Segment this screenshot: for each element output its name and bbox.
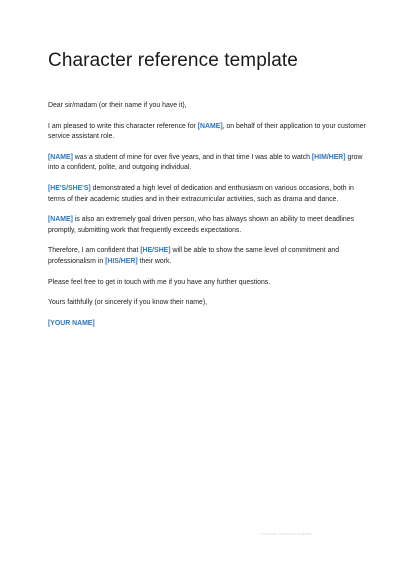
paragraph-4 <box>48 215 366 236</box>
paragraph-2 <box>48 153 366 174</box>
paragraph-1-text-b: , on behalf of their application to your customer service assistant role. <box>48 122 366 141</box>
paragraph-1 <box>48 122 366 143</box>
paragraph-3 <box>48 184 366 205</box>
paragraph-5 <box>48 246 366 267</box>
paragraph-5-text-c: their work. <box>137 257 172 265</box>
footer-text: Character reference template <box>260 531 313 536</box>
paragraph-5-text-a: Therefore, I am confident that <box>48 247 141 255</box>
document-title: Character reference template <box>48 50 298 71</box>
paragraph-2-text-a: was a student of mine for over five years, and in that time I was able to watch <box>72 153 312 161</box>
letter-body <box>48 101 366 339</box>
paragraph-1-text-a: I am pleased to write this character reference for <box>48 122 198 130</box>
signature-placeholder: [YOUR NAME] <box>48 319 95 327</box>
salutation: Dear sir/madam (or their name if you have it), <box>48 102 187 109</box>
paragraph-4-text-a: is also an extremely goal driven person, who has always shown an ability to meet deadlines promptly, submitting work that frequently exceeds expectations. <box>48 216 355 234</box>
placeholder-name: [NAME] <box>48 153 73 161</box>
paragraph-6: Please feel free to get in touch with me if you have any further questions. <box>48 278 271 286</box>
placeholder-he-she: [HE/SHE] <box>140 247 171 255</box>
placeholder-name: [NAME] <box>48 216 73 224</box>
paragraph-5-text-b: will be able to show the same level of commitment and professionalism in <box>48 247 340 265</box>
paragraph-3-text-a: demonstrated a high level of dedication and enthusiasm on various occasions, both in terms of their academic studies and in their extracurricular activities, such as drama and dance. <box>48 184 354 203</box>
closing: Yours faithfully (or sincerely if you know their name), <box>48 299 208 307</box>
placeholder-him-her: [HIM/HER] <box>311 153 346 161</box>
paragraph-2-text-b: grow into a confident, polite, and outgoing individual. <box>48 153 363 172</box>
placeholder-his-her: [HIS/HER] <box>105 257 138 265</box>
placeholder-name: [NAME] <box>197 122 223 130</box>
placeholder-hes-shes: [HE'S/SHE'S] <box>48 184 91 192</box>
